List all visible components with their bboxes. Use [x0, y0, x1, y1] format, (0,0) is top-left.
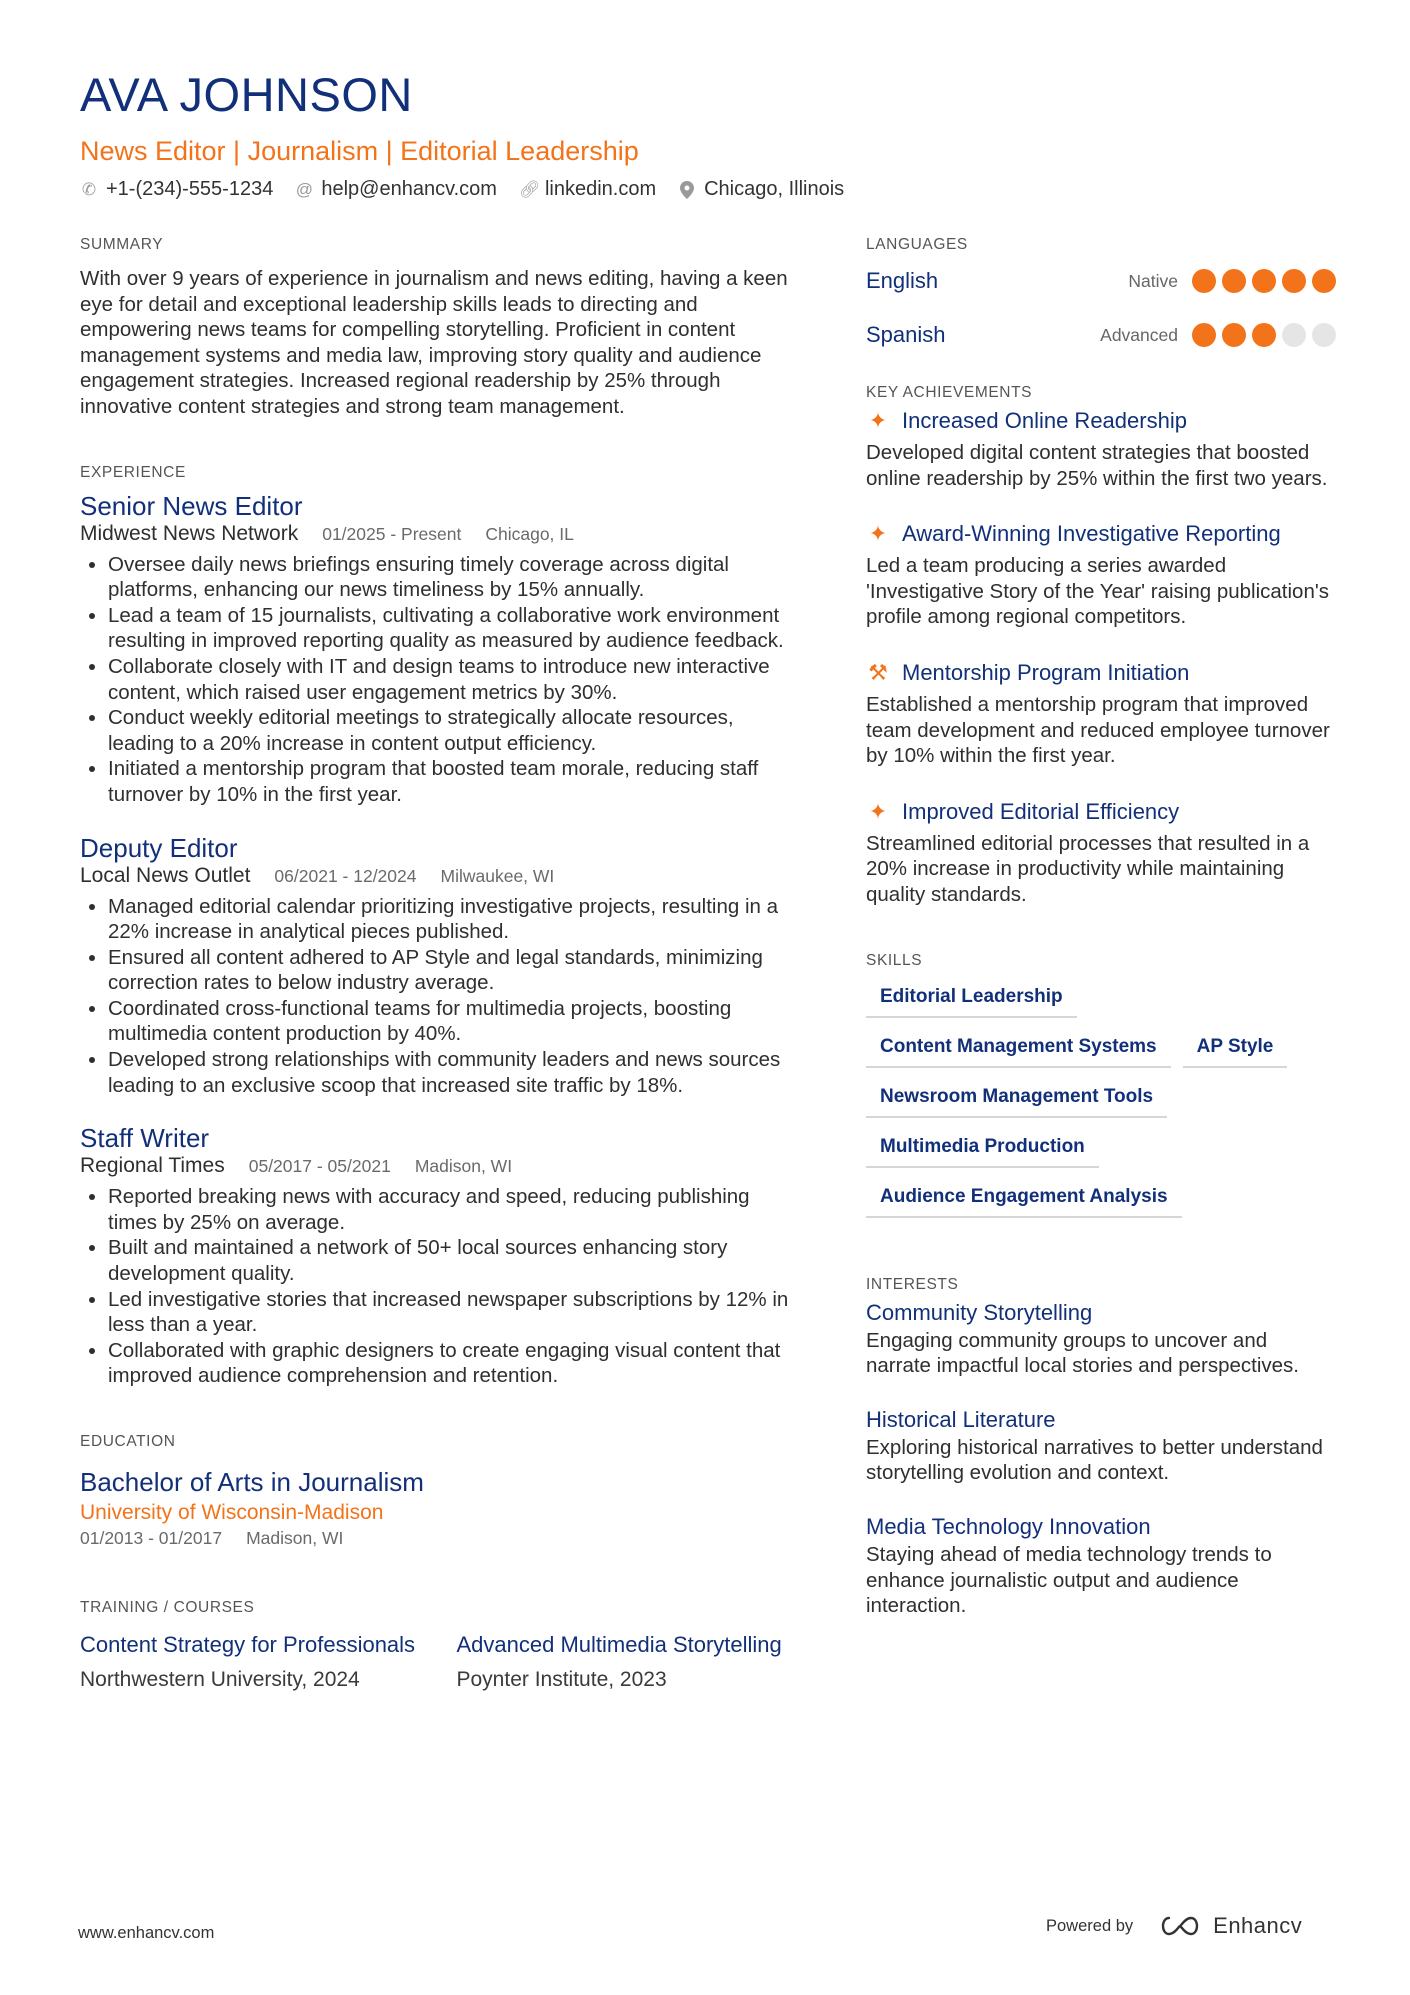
language-item [866, 254, 1336, 308]
achievement-head [866, 658, 1336, 688]
achievement-item [866, 519, 1336, 630]
experience-heading: EXPERIENCE [80, 463, 186, 481]
achievement-description: Established a mentorship program that improved team development and reduced employee turnover by 10% within the first year. [866, 692, 1330, 768]
left-column [80, 236, 795, 1693]
job-dates: 01/2025 - Present [322, 523, 462, 544]
job-bullet: • Lead a team of 15 journalists, cultivating a collaborative work environment resulting in improved reporting quality as measured by audience feedback. [108, 603, 795, 654]
achievement-head [866, 797, 1336, 827]
interest-item [866, 1298, 1336, 1379]
education-school: University of Wisconsin-Madison [80, 1501, 384, 1524]
skill-row [866, 1180, 1336, 1218]
skill-tag: Content Management Systems [866, 1030, 1171, 1068]
job-bullet: • Collaborate closely with IT and design teams to introduce new interactive content, which raised user engagement metrics by 30%. [108, 654, 795, 705]
tools-icon: ⚒ [868, 659, 888, 685]
course-institution: Northwestern University, 2024 [80, 1668, 360, 1691]
job-bullet: • Coordinated cross-functional teams for multimedia projects, boosting multimedia content production by 40%. [108, 996, 795, 1047]
skill-tag: Editorial Leadership [866, 980, 1077, 1018]
powered-by-label: Powered by [1046, 1916, 1134, 1935]
at-icon: @ [295, 179, 313, 199]
experience-entry [80, 832, 795, 1099]
job-bullet: • Managed editorial calendar prioritizing investigative projects, resulting in a 22% increase in analytical pieces published. [108, 894, 795, 945]
rating-dot [1222, 323, 1246, 347]
summary-section [80, 236, 795, 420]
achievement-title: Award-Winning Investigative Reporting [902, 521, 1281, 547]
language-level: Advanced [1100, 324, 1178, 345]
language-level: Native [1128, 270, 1178, 291]
contact-phone-text: +1-(234)-555-1234 [106, 178, 274, 200]
skill-row [866, 1030, 1336, 1068]
interests-section [866, 1276, 1336, 1619]
footer-website[interactable]: www.enhancv.com [78, 1924, 215, 1942]
rating-dot [1282, 269, 1306, 293]
job-location: Chicago, IL [485, 523, 574, 544]
job-title: Staff Writer [80, 1123, 210, 1154]
infinity-logo-icon [1157, 1914, 1203, 1938]
contact-linkedin[interactable] [519, 178, 656, 201]
experience-section [80, 464, 795, 1389]
magic-wand-icon: ✦ [868, 408, 888, 433]
achievement-head [866, 519, 1336, 549]
training-heading: TRAINING / COURSES [80, 1599, 255, 1616]
skill-row [866, 1080, 1336, 1118]
rating-dot [1312, 269, 1336, 293]
skills-heading: SKILLS [866, 951, 923, 969]
interest-item [866, 1512, 1336, 1619]
skill-tag: Newsroom Management Tools [866, 1080, 1167, 1118]
rating-dot [1282, 323, 1306, 347]
interest-title: Community Storytelling [866, 1299, 1093, 1325]
achievement-description: Streamlined editorial processes that resulted in a 20% increase in productivity while maintaining quality standards. [866, 831, 1310, 906]
job-bullets [80, 552, 795, 808]
rating-dot [1192, 269, 1216, 293]
job-bullets [80, 894, 795, 1099]
education-location: Madison, WI [246, 1528, 344, 1548]
achievement-title: Mentorship Program Initiation [902, 659, 1190, 685]
enhancv-logo[interactable] [1157, 1913, 1302, 1939]
achievement-item [866, 658, 1336, 769]
job-meta [80, 1154, 795, 1178]
languages-heading: LANGUAGES [866, 236, 968, 253]
education-dates: 01/2013 - 01/2017 [80, 1528, 223, 1548]
education-section [80, 1433, 795, 1549]
language-name: Spanish [866, 322, 946, 347]
skill-row [866, 1130, 1336, 1168]
skill-tag: Multimedia Production [866, 1130, 1099, 1168]
job-bullet: • Developed strong relationships with community leaders and news sources leading to an exclusive scoop that increased site traffic by 18%. [108, 1047, 795, 1098]
achievements-heading: KEY ACHIEVEMENTS [866, 384, 1033, 401]
rating-dot [1252, 323, 1276, 347]
job-bullet: • Initiated a mentorship program that boosted team morale, reducing staff turnover by 10% in the first year. [108, 756, 795, 807]
languages-section [866, 236, 1336, 362]
job-title: Senior News Editor [80, 490, 303, 521]
job-bullet: • Led investigative stories that increased newspaper subscriptions by 12% in less than a year. [108, 1287, 795, 1338]
job-bullet: • Conduct weekly editorial meetings to strategically allocate resources, leading to a 20% increase in content output efficiency. [108, 705, 795, 756]
skill-tag: Audience Engagement Analysis [866, 1180, 1182, 1218]
company-name: Local News Outlet [80, 863, 251, 887]
candidate-tagline: News Editor | Journalism | Editorial Leadership [80, 136, 639, 166]
experience-entry [80, 490, 795, 808]
brand-name: Enhancv [1213, 1913, 1303, 1938]
job-dates: 05/2017 - 05/2021 [248, 1156, 391, 1177]
job-title: Deputy Editor [80, 832, 238, 863]
contact-email[interactable] [295, 178, 497, 201]
interest-item [866, 1405, 1336, 1486]
skill-tag: AP Style [1183, 1030, 1288, 1068]
achievement-item [866, 797, 1336, 908]
job-bullet: • Reported breaking news with accuracy and speed, reducing publishing times by 25% on average. [108, 1184, 795, 1235]
location-pin-icon [678, 181, 696, 199]
company-name: Midwest News Network [80, 521, 299, 545]
language-name: English [866, 268, 939, 293]
language-rating [1192, 323, 1336, 347]
contact-email-text[interactable]: help@enhancv.com [321, 178, 497, 200]
interest-title: Media Technology Innovation [866, 1513, 1151, 1539]
link-icon: 🔗︎ [518, 179, 541, 199]
skills-section [866, 952, 1336, 1218]
job-location: Milwaukee, WI [440, 865, 555, 886]
magic-wand-icon: ✦ [868, 798, 888, 824]
job-bullet: • Built and maintained a network of 50+ local sources enhancing story development quality. [108, 1235, 795, 1286]
achievement-description: Developed digital content strategies that boosted online readership by 25% within the first two years. [866, 441, 1328, 490]
phone-icon: ✆ [81, 179, 97, 199]
course-title: Content Strategy for Professionals [80, 1632, 416, 1657]
course-list [80, 1631, 795, 1693]
achievement-title: Improved Editorial Efficiency [902, 798, 1180, 824]
achievement-description: Led a team producing a series awarded 'Investigative Story of the Year' raising publication's profile among regional competitors. [866, 554, 1330, 629]
right-column [866, 236, 1336, 1619]
job-bullet: • Collaborated with graphic designers to create engaging visual content that improved audience comprehension and retention. [108, 1338, 795, 1389]
rating-dot [1312, 323, 1336, 347]
contact-list [80, 178, 1330, 201]
experience-entry [80, 1122, 795, 1389]
skill-list [866, 980, 1336, 1218]
job-bullet: • Oversee daily news briefings ensuring timely coverage across digital platforms, enhancing our news timeliness by 15% annually. [108, 552, 795, 603]
rating-dot [1222, 269, 1246, 293]
achievement-item [866, 406, 1336, 491]
education-degree: Bachelor of Arts in Journalism [80, 1467, 424, 1497]
achievements-section [866, 384, 1336, 908]
footer-branding [1046, 1913, 1302, 1939]
education-meta [80, 1527, 795, 1549]
summary-heading: SUMMARY [80, 236, 164, 253]
training-section [80, 1599, 795, 1693]
skill-row [866, 980, 1336, 1018]
company-name: Regional Times [80, 1154, 225, 1178]
language-item [866, 308, 1336, 362]
job-meta [80, 522, 795, 546]
interest-description: Staying ahead of media technology trends to enhance journalistic output and audience interaction. [866, 1542, 1272, 1618]
course-title: Advanced Multimedia Storytelling [456, 1632, 782, 1657]
course-item [457, 1631, 796, 1693]
summary-text: With over 9 years of experience in journalism and news editing, having a keen eye for detail and exceptional leadership skills leads to directing and empowering news teams for compelling storytelling. Proficient in content management systems and media law, improving story quality and audience engagement strategies. Increased regional readership by 25% through innovative content strategies and strong team management. [80, 267, 788, 418]
contact-location-text: Chicago, Illinois [704, 178, 845, 200]
contact-phone [80, 178, 273, 201]
magic-wand-icon: ✦ [868, 521, 888, 547]
education-heading: EDUCATION [80, 1433, 176, 1450]
interest-title: Historical Literature [866, 1406, 1056, 1432]
candidate-name: AVA JOHNSON [80, 68, 413, 121]
contact-location [678, 178, 844, 201]
contact-linkedin-text[interactable]: linkedin.com [544, 178, 657, 200]
language-rating [1192, 269, 1336, 293]
job-bullet: • Ensured all content adhered to AP Style and legal standards, minimizing correction rates to below industry average. [108, 945, 795, 996]
achievement-title: Increased Online Readership [902, 408, 1187, 433]
interest-description: Engaging community groups to uncover and narrate impactful local stories and perspectives. [866, 1328, 1299, 1378]
job-dates: 06/2021 - 12/2024 [274, 865, 417, 886]
job-bullets [80, 1184, 795, 1389]
course-item [80, 1631, 419, 1693]
job-meta [80, 864, 795, 888]
achievement-head [866, 406, 1336, 436]
resume-header [80, 66, 1330, 201]
interests-heading: INTERESTS [866, 1275, 959, 1293]
rating-dot [1192, 323, 1216, 347]
job-location: Madison, WI [414, 1156, 513, 1177]
course-institution: Poynter Institute, 2023 [456, 1668, 667, 1691]
rating-dot [1252, 269, 1276, 293]
interest-description: Exploring historical narratives to better understand storytelling evolution and context. [866, 1435, 1323, 1485]
